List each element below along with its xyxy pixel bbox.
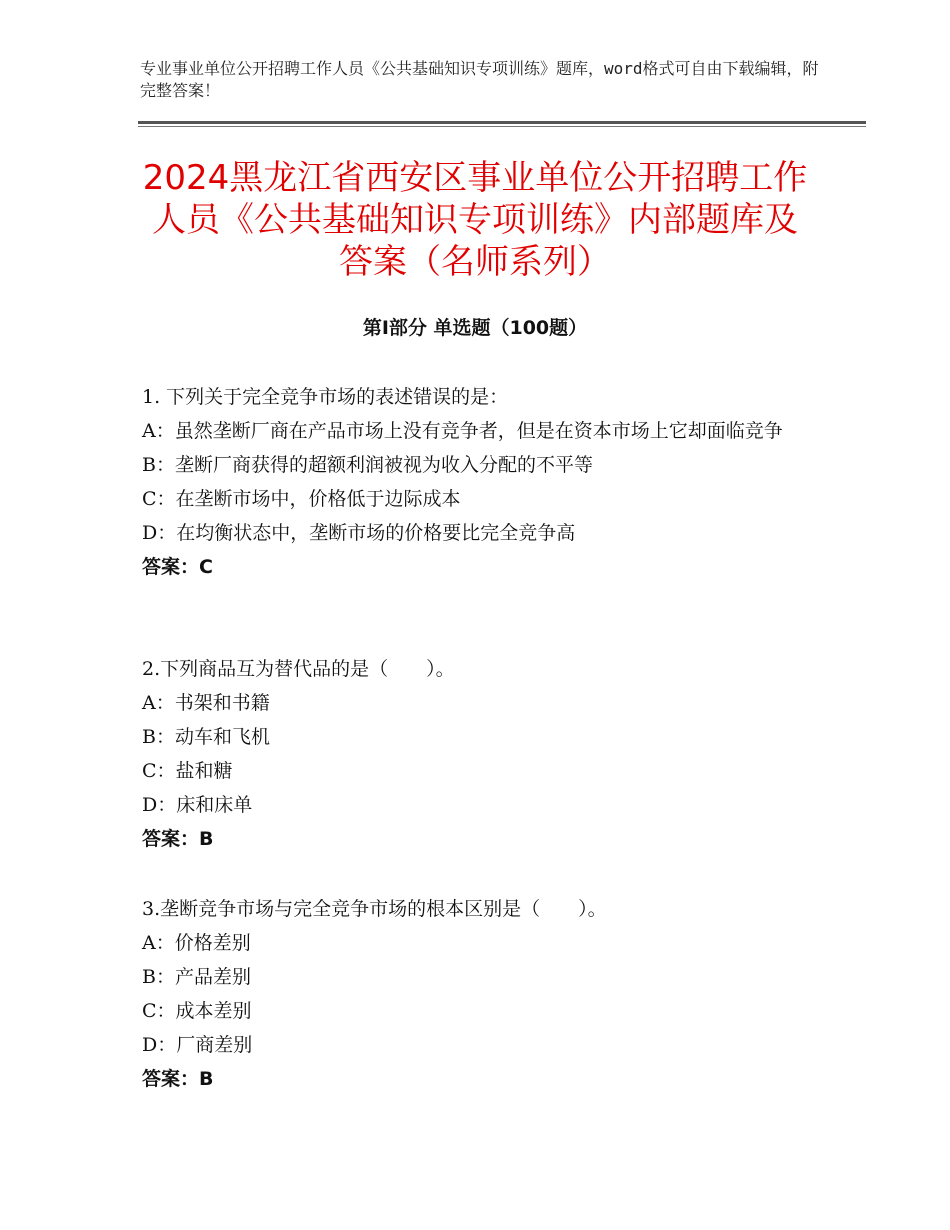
option-b: B：动车和飞机 xyxy=(142,726,270,748)
option-b: B：产品差别 xyxy=(142,966,251,988)
question-1 xyxy=(142,380,822,584)
section-title: 第Ⅰ部分 单选题（100题） xyxy=(362,317,588,339)
answer: 答案：C xyxy=(142,556,213,578)
option-a: A：书架和书籍 xyxy=(142,692,270,714)
option-b: B：垄断厂商获得的超额利润被视为收入分配的不平等 xyxy=(142,454,593,476)
option-c: C：在垄断市场中，价格低于边际成本 xyxy=(142,488,461,510)
question-stem: 1. 下列关于完全竞争市场的表述错误的是： xyxy=(142,386,509,408)
header-note: 专业事业单位公开招聘工作人员《公共基础知识专项训练》题库，word格式可自由下载编辑，附完整答案！ xyxy=(140,59,819,100)
option-a: A：价格差别 xyxy=(142,932,251,954)
option-d: D：在均衡状态中，垄断市场的价格要比完全竞争高 xyxy=(142,522,576,544)
question-2 xyxy=(142,652,822,856)
option-d: D：厂商差别 xyxy=(142,1034,253,1056)
option-c: C：成本差别 xyxy=(142,1000,252,1022)
header-rule-thin xyxy=(138,126,866,127)
question-stem: 3.垄断竞争市场与完全竞争市场的根本区别是（ ）。 xyxy=(142,898,607,920)
option-a: A：虽然垄断厂商在产品市场上没有竞争者，但是在资本市场上它却面临竞争 xyxy=(142,420,783,442)
answer: 答案：B xyxy=(142,1068,214,1090)
header-rule-thick xyxy=(138,121,866,124)
answer: 答案：B xyxy=(142,828,214,850)
document-title: 2024黑龙江省西安区事业单位公开招聘工作人员《公共基础知识专项训练》内部题库及答案（名师系列） xyxy=(142,158,808,282)
question-3 xyxy=(142,892,822,1096)
option-d: D：床和床单 xyxy=(142,794,253,816)
question-stem: 2.下列商品互为替代品的是（ ）。 xyxy=(142,658,455,680)
option-c: C：盐和糖 xyxy=(142,760,233,782)
